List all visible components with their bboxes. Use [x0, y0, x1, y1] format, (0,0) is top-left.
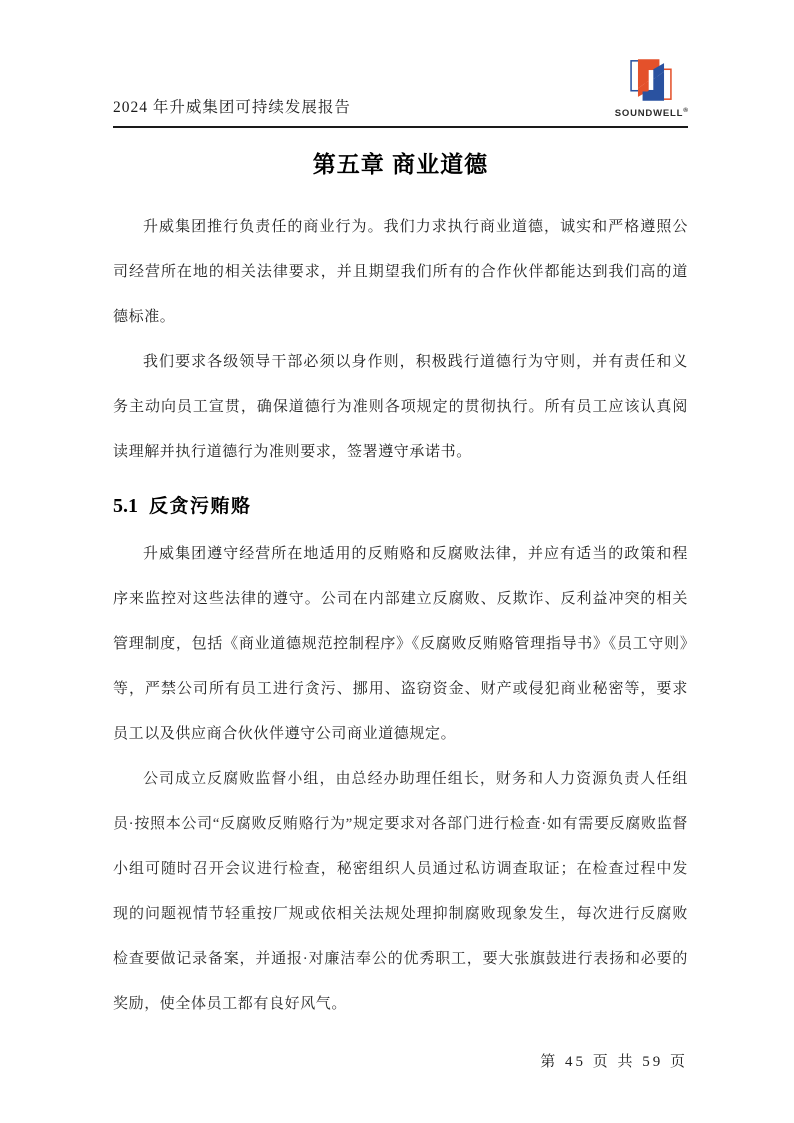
section-paragraph-2: 公司成立反腐败监督小组，由总经办助理任组长，财务和人力资源负责人任组员·按照本公司“反腐败反贿赂行为”规定要求对各部门进行检查·如有需要反腐败监督小组可随时召开会议进行检查，秘密组织人员通过私访调查取证；在检查过程中发现的问题视情节轻重按厂规或依相关法规处理抑制腐败现象发生，每次进行反腐败检查要做记录备案，并通报·对廉洁奉公的优秀职工，要大张旗鼓进行表扬和必要的奖励，使全体员工都有良好风气。: [113, 770, 688, 1012]
section-paragraph-1: 升威集团遵守经营所在地适用的反贿赂和反腐败法律，并应有适当的政策和程序来监控对这些法律的遵守。公司在内部建立反腐败、反欺诈、反利益冲突的相关管理制度，包括《商业道德规范控制程序》《反腐败反贿赂管理指导书》《员工守则》等，严禁公司所有员工进行贪污、挪用、盗窃资金、财产或侵犯商业秘密等，要求员工以及供应商合伙伙伴遵守公司商业道德规定。: [113, 545, 688, 742]
registered-trademark: ®: [683, 107, 688, 114]
soundwell-logo-icon: [628, 55, 674, 105]
brand-wordmark: [615, 108, 688, 119]
chapter-title: 第五章 商业道德: [312, 150, 489, 177]
intro-paragraph-2: 我们要求各级领导干部必须以身作则，积极践行道德行为守则，并有责任和义务主动向员工宣贯，确保道德行为准则各项规定的贯彻执行。所有员工应该认真阅读理解并执行道德行为准则要求，签署遵守承诺书。: [113, 353, 688, 460]
intro-paragraph-1: 升威集团推行负责任的商业行为。我们力求执行商业道德，诚实和严格遵照公司经营所在地的相关法律要求，并且期望我们所有的合作伙伴都能达到我们高的道德标准。: [113, 218, 688, 325]
brand-name: SOUNDWELL: [614, 108, 684, 120]
section-number: 5.1: [113, 494, 138, 517]
section-heading-5-1: [113, 491, 688, 518]
section-title: 反贪污贿赂: [149, 495, 252, 517]
report-title: 2024 年升威集团可持续发展报告: [113, 98, 351, 116]
page-number: 第 45 页 共 59 页: [540, 1054, 688, 1070]
page-header: [113, 0, 688, 128]
brand-logo: [615, 55, 688, 119]
